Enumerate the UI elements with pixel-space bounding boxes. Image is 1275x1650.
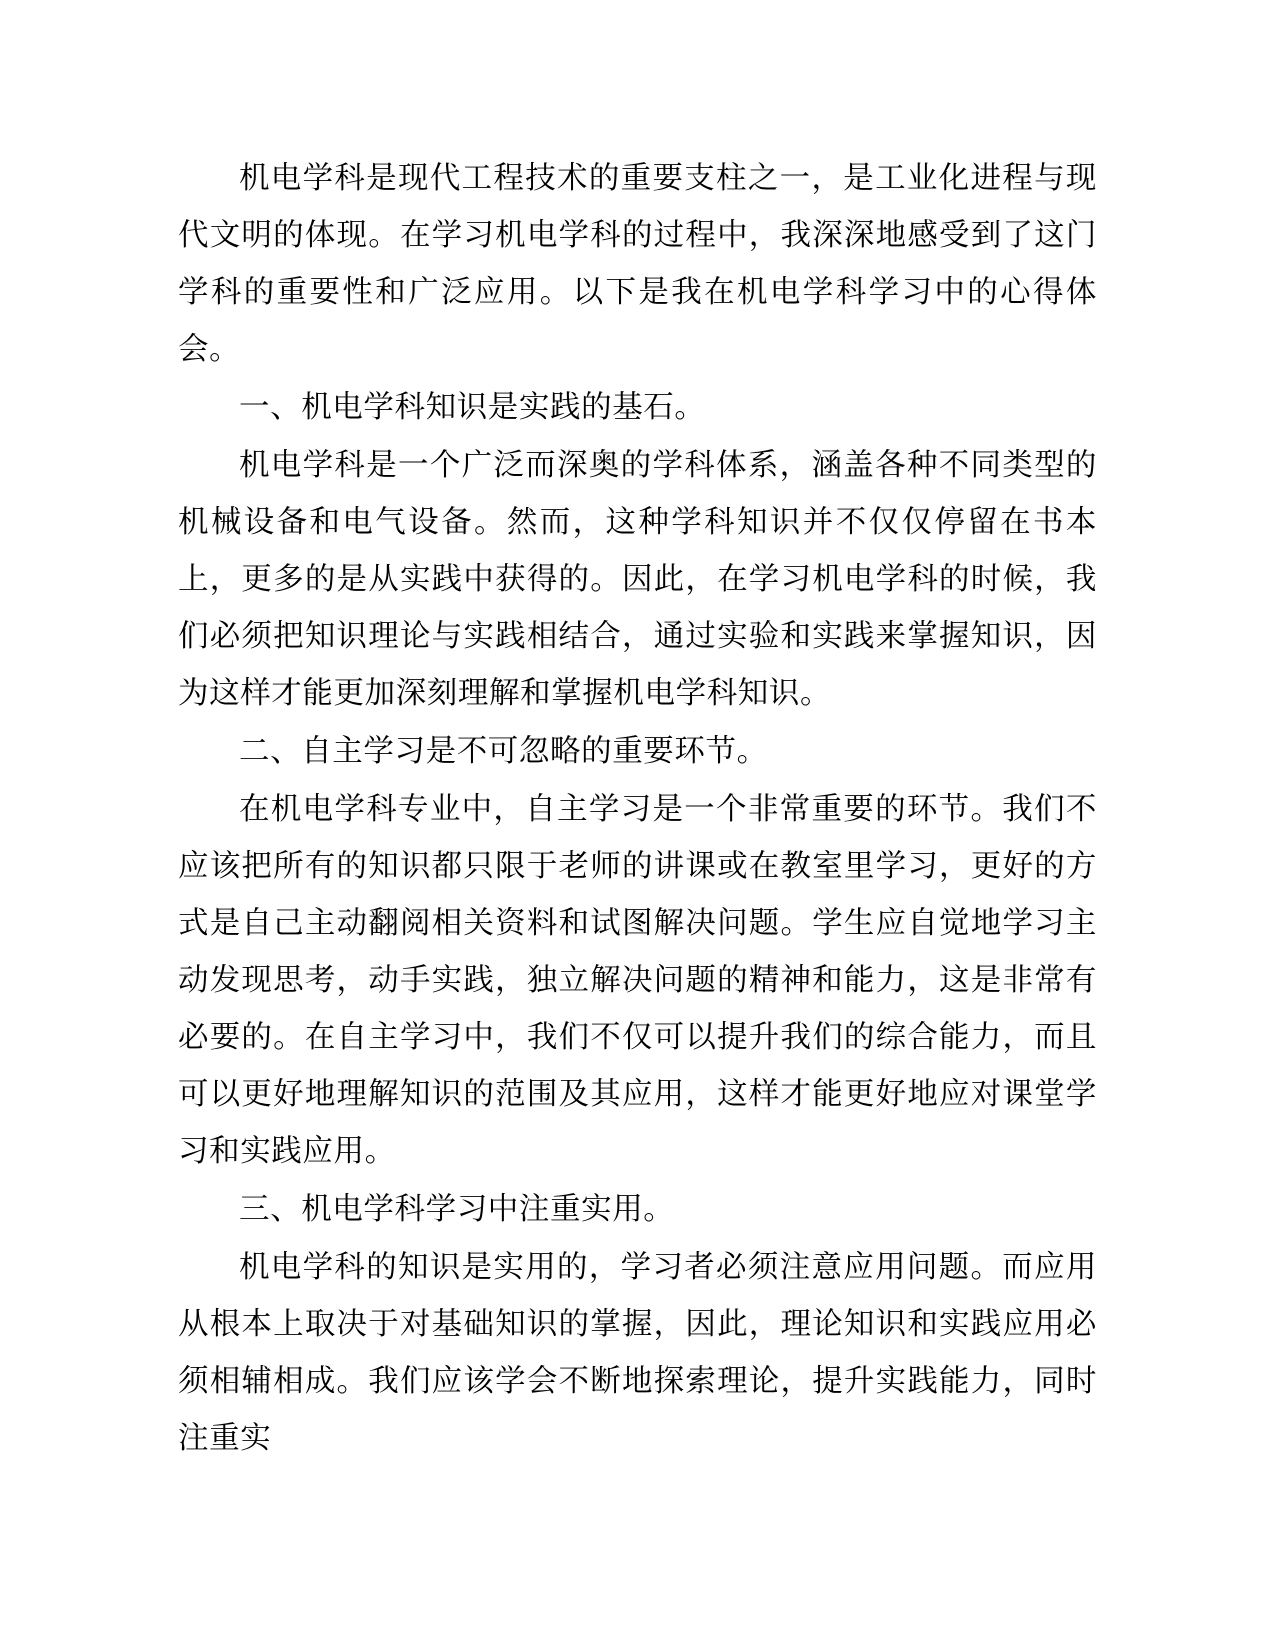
paragraph-heading-two: 二、自主学习是不可忽略的重要环节。 <box>239 734 768 769</box>
paragraph-heading-three: 三、机电学科学习中注重实用。 <box>239 1192 675 1227</box>
paragraph-intro: 机电学科是现代工程技术的重要支柱之一，是工业化进程与现代文明的体现。在学习机电学科的过程中，我深深地感受到了这门学科的重要性和广泛应用。以下是我在机电学科学习中的心得体会。 <box>178 161 1097 367</box>
paragraph-section-one-body: 机电学科是一个广泛而深奥的学科体系，涵盖各种不同类型的机械设备和电气设备。然而，这种学科知识并不仅仅停留在书本上，更多的是从实践中获得的。因此，在学习机电学科的时候，我们必须把知识理论与实践相结合，通过实验和实践来掌握知识，因为这样才能更加深刻理解和掌握机电学科知识。 <box>178 448 1097 711</box>
paragraph-section-three-body: 机电学科的知识是实用的，学习者必须注意应用问题。而应用从根本上取决于对基础知识的掌握，因此，理论知识和实践应用必须相辅相成。我们应该学会不断地探索理论，提升实践能力，同时注重实 <box>178 1250 1097 1456</box>
paragraph-heading-one: 一、机电学科知识是实践的基石。 <box>239 390 706 425</box>
document-body <box>178 150 1097 1467</box>
paragraph-section-two-body: 在机电学科专业中，自主学习是一个非常重要的环节。我们不应该把所有的知识都只限于老师的讲课或在教室里学习，更好的方式是自己主动翻阅相关资料和试图解决问题。学生应自觉地学习主动发现思考，动手实践，独立解决问题的精神和能力，这是非常有必要的。在自主学习中，我们不仅可以提升我们的综合能力，而且可以更好地理解知识的范围及其应用，这样才能更好地应对课堂学习和实践应用。 <box>178 792 1097 1169</box>
